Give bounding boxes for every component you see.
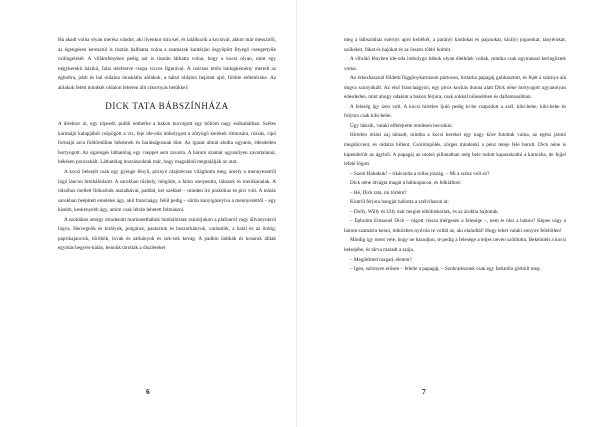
dialogue-line: – Megütötted magad, életem? bbox=[350, 256, 412, 263]
page-number-left: 6 bbox=[146, 387, 150, 396]
dialogue-line: – Szent Habakuk! – rikácsolta a tollas jószág. – Mi a szösz volt ez? bbox=[350, 170, 490, 177]
dialogue-line: – Dolly, Willy és Ully már megint elbóbiskoltak, és az árokba hajtottak. bbox=[350, 208, 499, 215]
paragraph: Kintről férjura hangját hallotta a szélviharon át: bbox=[350, 199, 449, 206]
paragraph: A direktor úr, egy töpsedt, pufók emberke a bakon kucorgott egy bőhöm nagy esőkabátban. Széles karimájú kalapjából csöpögött a víz, feje ide-oda imbolygott a zötyögő kerekek ritmusára, rózsás, cipő formájú arca földöntúlian békésnek és barátságosnak tűnt. Az igazat álmát aludta ugyanis, édesdeden hortyogott. Az égzengés láthatólag egy cseppet sem zavarta. A három szamár ugyanilyen zavartalanul, békésen poroszkált. Láthatólag hozzászoktak már, hogy magukból megtalálják az utat. bbox=[58, 121, 276, 166]
left-page bbox=[0, 0, 292, 427]
left-page-text bbox=[58, 36, 276, 254]
paragraph: Hirtelen óriási zaj támadt, mintha a kocsi kerekei egy nagy köre futottak volna, az egész jármű megdöccent, és oldalra billent. Csörömpölés, zörgés mindenki a pénz teteje felé borult. Dick néne is kipenderült az ágyból. A papagáj az utolsó pillanatban még bele tudott kapaszkodni a karnisba, de fejjel lefelé lógott. bbox=[344, 132, 566, 168]
chapter-heading: DICK TATA BÁBSZÍNHÁZA bbox=[105, 101, 229, 112]
dialogue-line: – Igen, szörnyen erősen – felelte a papagáj. – Szókratésznek csak egy farktolla görbült meg. bbox=[350, 266, 541, 273]
right-page-text bbox=[344, 36, 566, 275]
paragraph: Dick néne átvágta magát a bábkupacon, és felkiáltott: bbox=[350, 180, 462, 187]
paragraph: A vibráló fényben ide-oda imbolygó bábok olyan élethűek voltak, mintha csak egymással keringőztek volna. bbox=[344, 56, 566, 72]
paragraph: Úgy látszik, valaki elfelejtette rendesen becsukni. bbox=[350, 122, 453, 129]
gutter-divider bbox=[296, 0, 297, 427]
paragraph: meg a bábszínház ezernyi apró kellékét, a parányi kardokat és pajzsokat, királyi jogarokat, tányérokat, szökeket, fákat és hajókat és az összes többi holmit. bbox=[344, 37, 566, 53]
paragraph: A kocsi belsejét csak egy gyenge fényű, pirinyó olajmécses világította meg, amely a mennyezetről lógó láncon himbálódzott. A sarokban tűzhely, mögötte, a falon szerpentin, lábasok és merőkanalak. A túlsóhoz mellett fiókosbók asztalkával, paddal, két székkel – minden író praktikus és pici volt. A másik sarokban beépített emeletes ágy, alul franciaágy, felül pedig – sűrűn kanyigásnyiva a mennyezettől – egy kisebb, keskenyebb ágy, amire csak létrán lehetett felmászni. bbox=[58, 169, 276, 214]
intro-paragraph: Ha akadt volna olyan merész vándor, aki ilyenkor útra kel, és találkozik a kocsival, akkor már messziről, az égengésen keresztül is tisztán hallhatta volna a szamarak kantárján ösgyöpött fityegő csengettyűk csilingelését. A villámfényben pedig azt is tisztán láthatta volna, hogy a kocsi olyan, mint egy négykerekű házikó, falai telefestve csupa vicces figurával. A csúcsos tetőn bádogkémény meredt az égboltra, jobb és bal oldalon muskátlis ablakok, a hátsó oldalon bejárati ajtó, fölötte előtetőcske. Az ablakok felett mindkét oldalon fehéren állt cikornyás betűkkel: bbox=[58, 37, 276, 91]
dialogue-line: – Ephraim Emanuel Dick – vágott vissza mérgesen a felesége –, nem te ülsz a bakon? Képes vagy a három szamárra kenni, miközben nyilván te voltál az, aki elaludtál! Hogy lehet valaki ennyire felelőtlen! bbox=[344, 218, 566, 234]
paragraph: Az érkezhasznál földetti függönykarnisom pártoson, tiritarka papagáj gubbasztott, és fejét a szárnya alá dugva szunyókált. Az első franciaágyon, egy piros kockás dunna alatt Dick néne hortyogott ugyanolyan édesdeden, mint ahogy odakint a bakon férjura, csak sokkal nőiesebben és dallamosabban. bbox=[344, 75, 566, 101]
dialogue-line: – Hé, Dick tata, mi történt? bbox=[350, 189, 407, 196]
paragraph: Mindig így ment vele, hogy ne hazudjon, te pedig a felesége a teljes nevén szólította. Bekémlelt a kocsi belsejébe, és tárva maradt a szája. bbox=[344, 237, 566, 254]
right-page bbox=[300, 0, 592, 427]
paragraph: A feleség így ízen volt. A kocsi hirtelen ijuló pedig ki-be csapódott a szél, kihi-behe, kihi-behe és folyton csak kihi-behe. bbox=[344, 103, 566, 120]
page-number-right: 7 bbox=[422, 387, 426, 396]
paragraph: A szobában amúgy mindenütt marionettbábok himbálóztak zsinórjukon a plafonról vagy állványokról lógva. Hercegnők és királyok, polgárok, parasztok és boszorkányok, varázslók, a halál és az ördög, paprikajancsik, törökök, lovak és sárkányok és sok-sok kevag. A padlón ládikák és kosarak álltak egymás hegyén-hátán, bennük tárolták a díszleteket bbox=[58, 216, 276, 252]
